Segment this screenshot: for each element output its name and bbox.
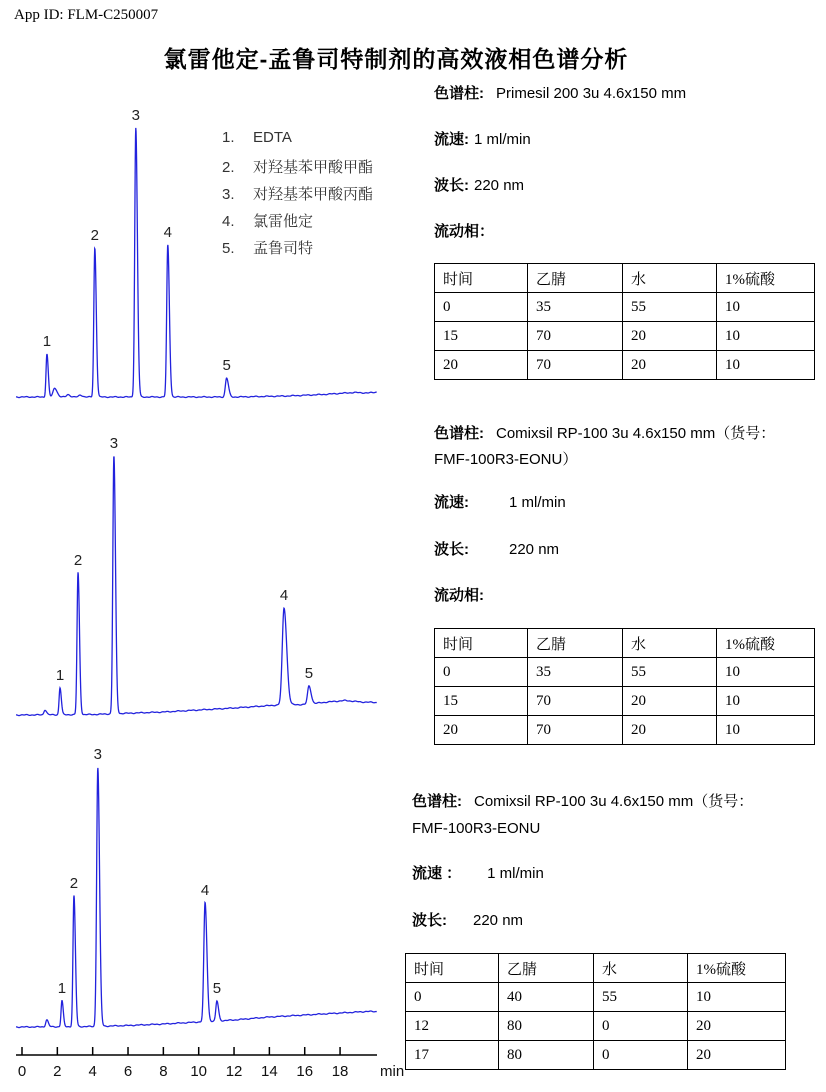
trace-line [16,128,377,398]
table-cell: 12 [406,1012,499,1041]
peak-label-2: 2 [73,551,83,569]
peak-label-2: 2 [69,874,79,892]
axis-tick-label: 12 [225,1063,243,1080]
table-row [406,983,786,1012]
wavelength-value: 220 nm [474,177,525,194]
chromatogram-2-trace [0,430,400,730]
legend-item-label: 对羟基苯甲酸丙酯 [253,186,374,203]
flow-label: 流速: [434,131,469,148]
table-cell: 80 [499,1012,594,1041]
table-cell: 10 [717,293,815,322]
table-header-cell: 乙腈 [528,629,623,658]
table-cell: 70 [528,322,623,351]
flow-line [434,131,531,148]
mobile-phase-table-2 [434,628,815,745]
legend-item-label: 氯雷他定 [253,213,314,230]
table-cell: 0 [435,658,528,687]
wavelength-line [434,541,559,558]
table-header-cell: 乙腈 [528,264,623,293]
wavelength-label: 波长: [434,177,469,194]
wavelength-label: 波长: [434,541,469,558]
axis-unit-label: min [380,1063,405,1080]
table-cell: 20 [623,351,717,380]
table-header-cell: 水 [623,629,717,658]
column-value-line2: FMF-100R3-EONU [412,820,541,837]
legend-item-label: EDTA [253,129,292,146]
axis-tick-label: 18 [331,1063,349,1080]
flow-value: 1 ml/min [474,131,531,148]
axis-tick-label: 0 [17,1063,27,1080]
axis-tick-label: 8 [159,1063,168,1080]
page-title: 氯雷他定-孟鲁司特制剂的高效液相色谱分析 [163,46,629,72]
method-panel-3 [405,793,805,1078]
table-header-cell: 乙腈 [499,954,594,983]
table-cell: 10 [717,322,815,351]
table-cell: 0 [435,293,528,322]
wavelength-label: 波长: [412,912,447,929]
table-cell: 20 [435,716,528,745]
flow-line [434,494,566,511]
table-cell: 10 [717,716,815,745]
method-panel-2 [434,425,826,750]
table-cell: 0 [594,1041,688,1070]
column-label: 色谱柱: [434,425,484,442]
table-cell: 20 [688,1041,786,1070]
peak-label-5: 5 [222,357,231,374]
mobile-phase-label: 流动相： [434,223,495,240]
legend-item-label: 对羟基苯甲酸甲酯 [253,159,374,176]
mobile-phase-table-3 [405,953,786,1070]
peak-label-1: 1 [55,666,65,684]
flow-line [405,865,544,882]
time-axis [0,1040,430,1090]
mobile-phase-table-1 [434,263,815,380]
table-cell: 20 [688,1012,786,1041]
legend-item-number: 4. [222,213,235,230]
table-cell: 10 [717,351,815,380]
legend-item-number: 3. [222,186,235,203]
peak-label-3: 3 [131,107,140,124]
wavelength-value: 220 nm [509,541,560,558]
table-cell: 20 [435,351,528,380]
mobile-phase-line [434,587,484,604]
table-cell: 20 [623,687,717,716]
table-row [435,629,815,658]
column-value: Primesil 200 3u 4.6x150 mm [496,85,687,102]
flow-value: 1 ml/min [509,494,566,511]
method-panel-1 [434,85,826,385]
column-value-line2: FMF-100R3-EONU） [434,451,578,468]
peak-label-1: 1 [57,979,67,997]
table-cell: 70 [528,687,623,716]
table-header-cell: 1%硫酸 [717,264,815,293]
table-row [406,1012,786,1041]
table-row [406,954,786,983]
table-header-cell: 时间 [406,954,499,983]
wavelength-line [405,912,523,929]
table-cell: 10 [717,658,815,687]
legend-item-number: 5. [222,240,235,257]
axis-tick-label: 2 [53,1063,62,1080]
chromatogram-1 [0,95,400,410]
table-cell: 35 [528,293,623,322]
table-row [435,687,815,716]
table-header-cell: 水 [594,954,688,983]
table-cell: 15 [435,322,528,351]
flow-label: 流速 ： [412,865,462,882]
legend-item-number: 1. [222,129,235,146]
table-cell: 0 [406,983,499,1012]
table-header-cell: 时间 [435,264,528,293]
table-header-cell: 水 [623,264,717,293]
table-row [435,293,815,322]
table-row [406,1041,786,1070]
axis-tick-label: 14 [261,1063,278,1080]
table-cell: 10 [688,983,786,1012]
peak-label-5: 5 [212,979,222,997]
app-id: App ID: FLM-C250007 [14,7,159,23]
table-header-cell: 1%硫酸 [717,629,815,658]
table-cell: 20 [623,322,717,351]
table-row [435,351,815,380]
table-cell: 55 [623,658,717,687]
table-cell: 0 [594,1012,688,1041]
column-label: 色谱柱: [412,793,462,810]
axis-tick-label: 6 [123,1063,133,1080]
peak-label-3: 3 [109,434,119,452]
table-cell: 55 [623,293,717,322]
peak-label-1: 1 [42,333,52,350]
legend-item-number: 2. [222,159,235,176]
chromatogram-1-trace [0,95,400,410]
table-cell: 55 [594,983,688,1012]
table-row [435,716,815,745]
table-cell: 10 [717,687,815,716]
column-line [434,425,775,442]
mobile-phase-label: 流动相: [434,587,484,604]
mobile-phase-line [434,223,494,240]
table-row [435,264,815,293]
column-line-2 [434,451,577,468]
column-value: Comixsil RP-100 3u 4.6x150 mm（货号： [496,425,776,442]
table-cell: 17 [406,1041,499,1070]
axis-tick-label: 4 [88,1063,97,1080]
table-cell: 20 [623,716,717,745]
flow-value: 1 ml/min [487,865,544,882]
table-row [435,658,815,687]
table-cell: 15 [435,687,528,716]
chromatogram-2 [0,430,400,730]
axis-tick-label: 10 [190,1063,208,1080]
table-row [435,322,815,351]
table-cell: 70 [528,351,623,380]
wavelength-line [434,177,524,194]
axis-tick-label: 16 [296,1063,314,1080]
column-value: Comixsil RP-100 3u 4.6x150 mm（货号： [474,793,754,810]
trace-line [16,768,377,1028]
table-header-cell: 1%硫酸 [688,954,786,983]
column-label: 色谱柱: [434,85,484,102]
wavelength-value: 220 nm [473,912,524,929]
table-cell: 80 [499,1041,594,1070]
flow-label: 流速: [434,494,469,511]
peak-label-5: 5 [304,665,314,683]
chromatogram-3 [0,745,400,1040]
column-line [405,793,753,810]
peak-label-4: 4 [163,224,172,241]
peak-label-3: 3 [93,746,102,764]
table-cell: 40 [499,983,594,1012]
table-cell: 35 [528,658,623,687]
peak-label-2: 2 [90,227,99,244]
table-header-cell: 时间 [435,629,528,658]
column-line-2 [405,820,540,837]
column-line [434,85,686,102]
peak-label-4: 4 [279,586,289,604]
trace-line [16,456,377,715]
legend-item-label: 孟鲁司特 [253,240,314,257]
table-cell: 70 [528,716,623,745]
peak-label-4: 4 [200,881,210,899]
